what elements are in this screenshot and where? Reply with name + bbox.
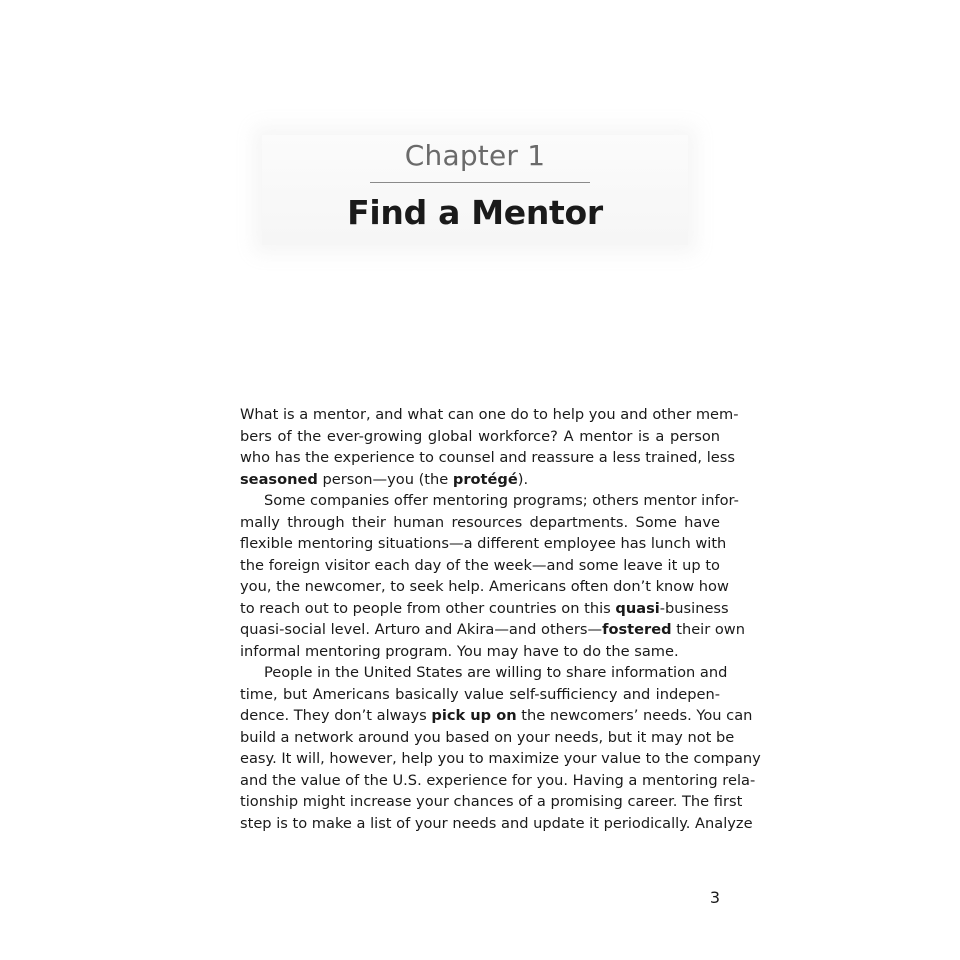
text-line: flexible mentoring situations—a different employee has lunch with <box>240 535 727 552</box>
chapter-heading-block <box>262 135 688 245</box>
text-line: seasoned person—you (the protégé). <box>240 470 529 488</box>
text-line: informal mentoring program. You may have to do the same. <box>240 642 679 660</box>
text-line: quasi-social level. Arturo and Akira—and others—fostered their own <box>240 621 745 638</box>
text-line: build a network around you based on your needs, but it may not be <box>240 728 735 746</box>
bold-term: pick up on <box>431 707 517 724</box>
text-line: you, the newcomer, to seek help. Americans often don’t know how <box>240 578 729 595</box>
text-line: the foreign visitor each day of the week—and some leave it up to <box>240 556 720 574</box>
text-line: People in the United States are willing to share information and <box>264 664 728 681</box>
bold-term: quasi <box>615 599 660 617</box>
text-line: step is to make a list of your needs and update it periodically. Analyze <box>240 814 753 832</box>
text-line: What is a mentor, and what can one do to help you and other mem- <box>240 406 739 423</box>
paragraph <box>240 662 761 834</box>
text-line: easy. It will, however, help you to maximize your value to the company <box>240 750 761 767</box>
body-text <box>240 404 761 834</box>
chapter-title: Find a Mentor <box>347 193 603 232</box>
chapter-number: Chapter 1 <box>404 139 546 172</box>
text-line: dence. They don’t always pick up on the newcomers’ needs. You can <box>240 707 753 724</box>
paragraph <box>240 404 739 490</box>
text-line: tionship might increase your chances of a promising career. The first <box>240 793 743 810</box>
text-line: to reach out to people from other countries on this quasi-business <box>240 599 729 617</box>
bold-term: fostered <box>602 621 672 638</box>
text-line: who has the experience to counsel and reassure a less trained, less <box>240 449 735 466</box>
bold-term: seasoned <box>240 470 318 488</box>
text-line: mally through their human resources departments. Some have <box>240 513 720 531</box>
text-line: bers of the ever-growing global workforce? A mentor is a person <box>240 427 720 445</box>
text-line: time, but Americans basically value self-sufficiency and indepen- <box>240 685 720 703</box>
page-number: 3 <box>709 888 720 907</box>
bold-term: protégé <box>452 470 518 488</box>
text-line: and the value of the U.S. experience for you. Having a mentoring rela- <box>240 771 756 789</box>
paragraph <box>240 490 745 662</box>
title-divider <box>370 182 590 183</box>
text-line: Some companies offer mentoring programs; others mentor infor- <box>264 492 739 509</box>
